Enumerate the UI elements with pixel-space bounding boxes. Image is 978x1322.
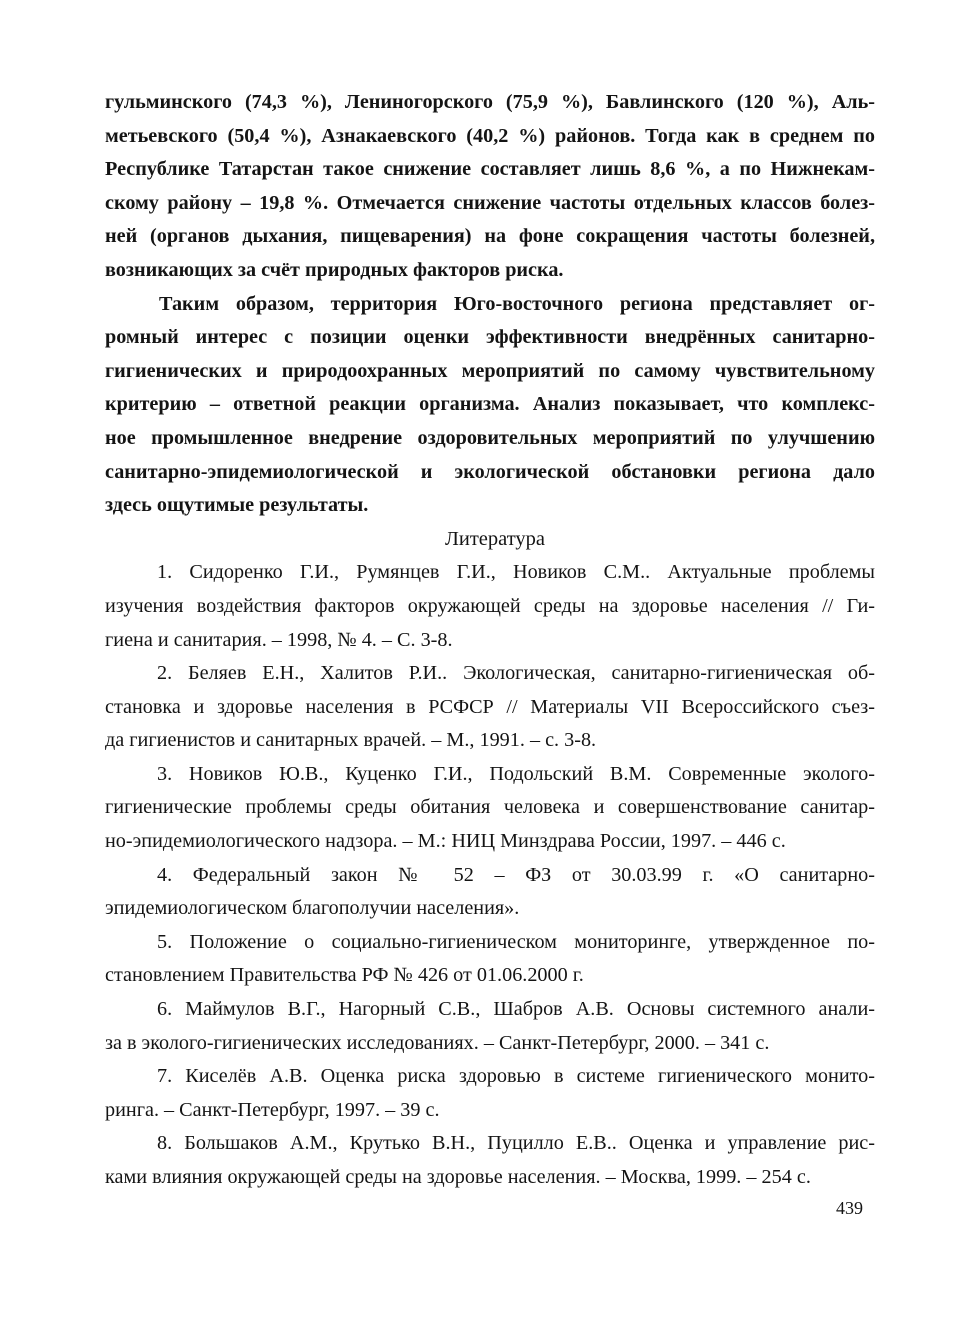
text-line: Республике Татарстан такое снижение составляет лишь 8,6 %, а по Нижнекам- [105, 158, 875, 181]
text-line: 3. Новиков Ю.В., Куценко Г.И., Подольский В.М. Современные эколого- [157, 762, 875, 785]
reference-2 [105, 657, 875, 758]
text-line: 6. Маймулов В.Г., Нагорный С.В., Шабров А.В. Основы системного анали- [157, 998, 875, 1021]
text-line: 7. Киселёв А.В. Оценка риска здоровью в системе гигиенического монито- [157, 1065, 875, 1088]
reference-1 [105, 556, 875, 657]
text-line: ромный интерес с позиции оценки эффективности внедрённых санитарно- [105, 326, 875, 349]
text-line: ней (органов дыхания, пищеварения) на фоне сокращения частоты болезней, [105, 225, 875, 248]
text-line: гульминского (74,3 %), Лениногорского (75,9 %), Бавлинского (120 %), Аль- [105, 91, 875, 113]
reference-3 [105, 758, 875, 859]
text-line: изучения воздействия факторов окружающей среды на здоровье населения // Ги- [105, 594, 875, 617]
text-line: эпидемиологическом благополучии населения». [105, 897, 520, 920]
paragraph-1 [105, 86, 875, 288]
text-line: 8. Большаков А.М., Крутько В.Н., Пуцилло Е.В.. Оценка и управление рис- [157, 1132, 875, 1155]
text-line: да гигиенистов и санитарных врачей. – М., 1991. – с. 3-8. [105, 729, 597, 752]
text-line: 4. Федеральный закон № 52 – ФЗ от 30.03.99 г. «О санитарно- [157, 863, 875, 886]
text-line: скому району – 19,8 %. Отмечается снижение частоты отдельных классов болез- [105, 191, 875, 214]
text-line: 1. Сидоренко Г.И., Румянцев Г.И., Новиков С.М.. Актуальные проблемы [157, 561, 875, 584]
text-line: ное промышленное внедрение оздоровительных мероприятий по улучшению [105, 426, 875, 449]
text-line: 5. Положение о социально-гигиеническом мониторинге, утвержденное по- [157, 930, 875, 953]
reference-5 [105, 926, 875, 993]
text-line: за в эколого-гигиенических исследованиях. – Санкт-Петербург, 2000. – 341 с. [105, 1031, 770, 1054]
reference-4 [105, 859, 875, 926]
reference-7 [105, 1060, 875, 1127]
text-line: возникающих за счёт природных факторов риска. [105, 258, 564, 281]
text-line: но-эпидемиологического надзора. – М.: НИЦ Минздрава России, 1997. – 446 с. [105, 830, 786, 853]
text-line: становка и здоровье населения в РСФСР // Материалы VII Всероссийского съез- [105, 695, 875, 718]
reference-6 [105, 993, 875, 1060]
text-line: 2. Беляев Е.Н., Халитов Р.И.. Экологическая, санитарно-гигиеническая об- [157, 662, 875, 685]
page-body [105, 86, 875, 1195]
paragraph-2 [105, 288, 875, 523]
reference-8 [105, 1127, 875, 1194]
literature-heading: Литература [444, 527, 546, 550]
text-line: гигиенические проблемы среды обитания человека и совершенствование санитар- [105, 796, 875, 819]
text-line: ринга. – Санкт-Петербург, 1997. – 39 с. [105, 1098, 440, 1121]
text-line: санитарно-эпидемиологической и экологической обстановки региона дало [105, 460, 875, 483]
text-line: критерию – ответной реакции организма. Анализ показывает, что комплекс- [105, 393, 875, 416]
text-line: метьевского (50,4 %), Азнакаевского (40,2 %) районов. Тогда как в среднем по [105, 124, 875, 147]
text-line: становлением Правительства РФ № 426 от 01.06.2000 г. [105, 964, 584, 987]
text-line: Таким образом, территория Юго-восточного региона представляет ог- [159, 292, 875, 315]
text-line: здесь ощутимые результаты. [105, 494, 369, 517]
text-line: гигиенических и природоохранных мероприятий по самому чувствительному [105, 359, 875, 382]
text-line: ками влияния окружающей среды на здоровье населения. – Москва, 1999. – 254 с. [105, 1166, 811, 1188]
page-number: 439 [836, 1198, 863, 1218]
text-line: гиена и санитария. – 1998, № 4. – С. 3-8. [105, 628, 453, 651]
